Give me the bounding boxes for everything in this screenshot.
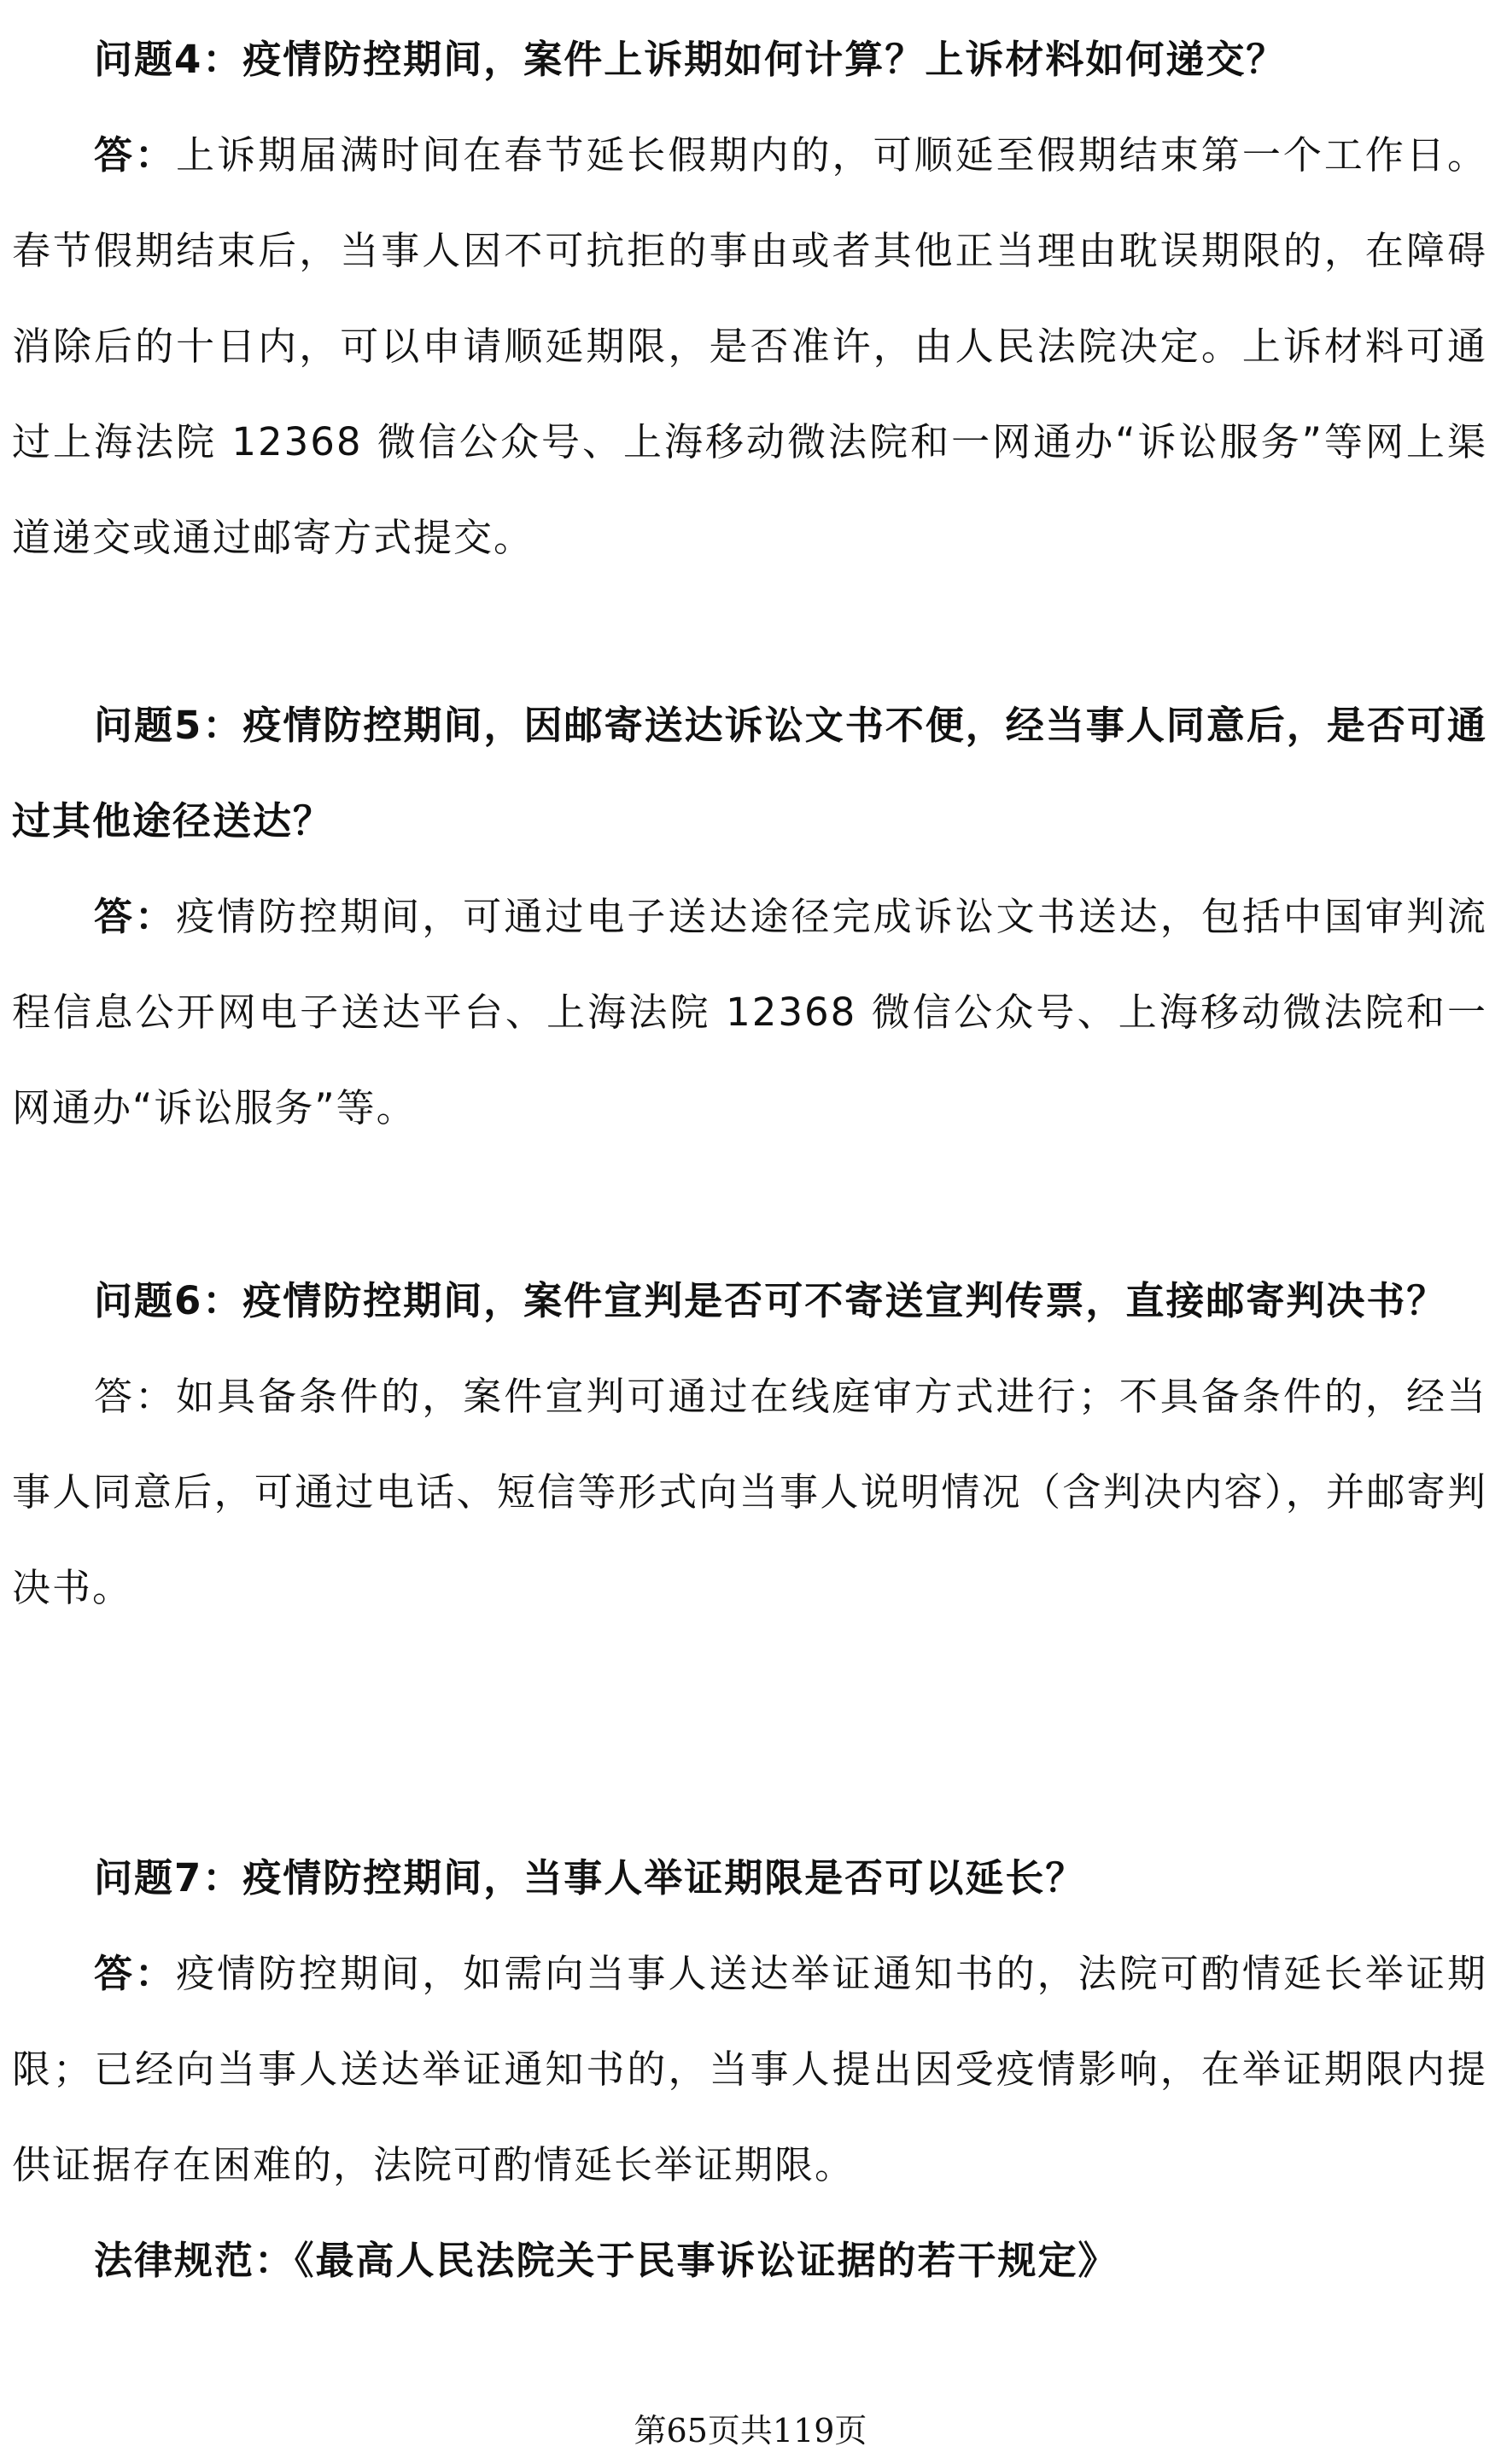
answer-4-text: 上诉期届满时间在春节延长假期内的，可顺延至假期结束第一个工作日。春节假期结束后，当事人因不可抗拒的事由或者其他正当理由耽误期限的，在障碍消除后的十日内，可以申请顺延期限，是否准许，由人民法院决定。上诉材料可通过上海法院 12368 微信公众号、上海移动微法院和一网通办“诉讼服务”等网上渠道递交或通过邮寄方式提交。: [12, 132, 1487, 560]
section-4: [12, 12, 1487, 586]
answer-4: [12, 108, 1487, 586]
question-4-heading: 问题4：疫情防控期间，案件上诉期如何计算？上诉材料如何递交？: [94, 37, 1287, 82]
question-6-heading: 问题6：疫情防控期间，案件宣判是否可不寄送宣判传票，直接邮寄判决书？: [94, 1278, 1447, 1323]
law-reference: [12, 2213, 1487, 2309]
page-number-footer: 第65页共119页: [634, 2412, 867, 2449]
law-reference-title: 《最高人民法院关于民事诉讼证据的若干规定》: [295, 2238, 1118, 2283]
answer-6-label: 答：: [94, 1374, 177, 1419]
answer-6-text: 如具备条件的，案件宣判可通过在线庭审方式进行；不具备条件的，经当事人同意后，可通过电话、短信等形式向当事人说明情况（含判决内容），并邮寄判决书。: [12, 1374, 1487, 1610]
section-6: [12, 1253, 1487, 1636]
answer-7-label: 答：: [94, 1951, 177, 1996]
answer-5-text: 疫情防控期间，可通过电子送达途径完成诉讼文书送达，包括中国审判流程信息公开网电子送达平台、上海法院 12368 微信公众号、上海移动微法院和一网通办“诉讼服务”等。: [12, 894, 1487, 1130]
section-7: [12, 1830, 1487, 2309]
question-5-heading: 问题5：疫情防控期间，因邮寄送达诉讼文书不便，经当事人同意后，是否可通过其他途径送达？: [12, 703, 1487, 844]
answer-7-text: 疫情防控期间，如需向当事人送达举证通知书的，法院可酌情延长举证期限；已经向当事人送达举证通知书的，当事人提出因受疫情影响，在举证期限内提供证据存在困难的，法院可酌情延长举证期限。: [12, 1951, 1487, 2187]
answer-6: [12, 1349, 1487, 1636]
answer-5: [12, 869, 1487, 1156]
answer-5-label: 答：: [94, 894, 177, 939]
answer-7: [12, 1926, 1487, 2213]
section-5: [12, 678, 1487, 1156]
law-reference-label: 法律规范：: [94, 2238, 295, 2283]
question-7-heading: 问题7：疫情防控期间，当事人举证期限是否可以延长？: [94, 1855, 1086, 1901]
answer-4-label: 答：: [94, 132, 177, 178]
